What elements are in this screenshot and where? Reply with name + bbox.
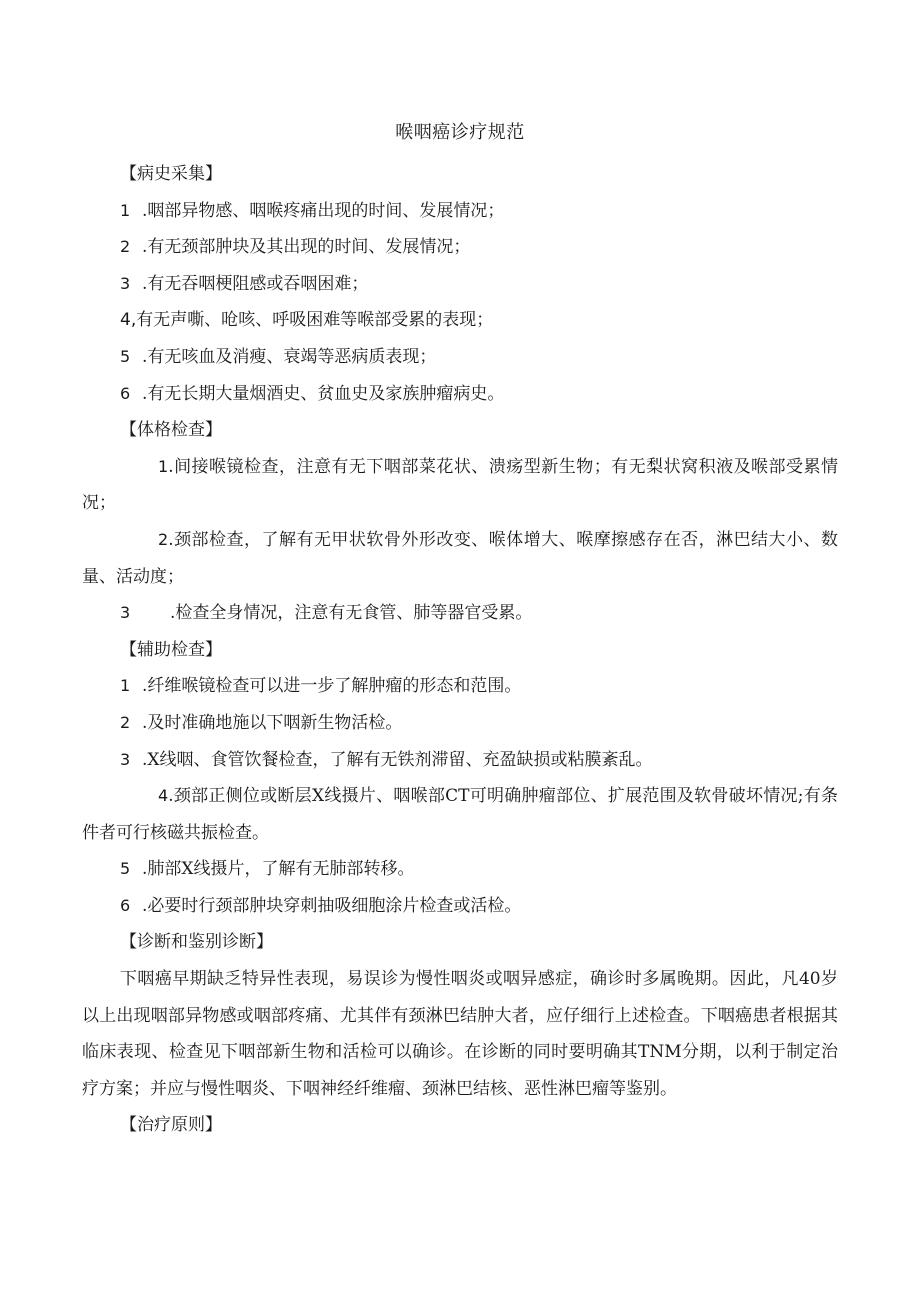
document-title: 喉咽癌诊疗规范 <box>395 122 525 143</box>
auxiliary-item-6: 6 .必要时行颈部肿块穿刺抽吸细胞涂片检查或活检。 <box>120 895 522 916</box>
history-item-5: 5 .有无咳血及消瘦、衰竭等恶病质表现； <box>120 346 437 367</box>
physical-item-2: 2.颈部检查，了解有无甲状软骨外形改变、喉体增大、喉摩擦感存在否，淋巴结大小、数量、活动度； <box>82 529 838 587</box>
auxiliary-item-4: 4.颈部正侧位或断层X线摄片、咽喉部CT可明确肿瘤部位、扩展范围及软骨破坏情况;有条件者可行核磁共振检查。 <box>82 786 838 843</box>
diagnosis-paragraph: 下咽癌早期缺乏特异性表现，易误诊为慢性咽炎或咽异感症，确诊时多属晚期。因此，凡40岁以上出现咽部异物感或咽部疼痛、尤其伴有颈淋巴结肿大者，应仔细行上述检查。下咽癌患者根据其临床表现、检查见下咽部新生物和活检可以确诊。在诊断的同时要明确其TNM分期，以利于制定治疗方案；并应与慢性咽炎、下咽神经纤维瘤、颈淋巴结核、恶性淋巴瘤等鉴别。 <box>82 969 838 1099</box>
section-heading-diagnosis: 【诊断和鉴别诊断】 <box>120 932 273 953</box>
history-item-1: 1 .咽部异物感、咽喉疼痛出现的时间、发展情况； <box>120 200 505 221</box>
auxiliary-item-3: 3 .X线咽、食管饮餐检查，了解有无铁剂滞留、充盈缺损或粘膜紊乱。 <box>120 749 653 770</box>
history-item-4: 4,有无声嘶、呛咳、呼吸困难等喉部受累的表现； <box>120 310 494 331</box>
history-item-3: 3 .有无吞咽梗阻感或吞咽困难； <box>120 273 369 294</box>
physical-item-3: 3 .检查全身情况，注意有无食管、肺等器官受累。 <box>120 603 533 624</box>
auxiliary-item-5: 5 .肺部X线摄片，了解有无肺部转移。 <box>120 859 415 880</box>
section-heading-physical: 【体格检查】 <box>120 420 222 441</box>
section-heading-history: 【病史采集】 <box>120 164 222 184</box>
document-body <box>82 156 838 1144</box>
auxiliary-item-2: 2 .及时准确地施以下咽新生物活检。 <box>120 712 403 733</box>
section-heading-treatment: 【治疗原则】 <box>120 1115 222 1136</box>
section-heading-auxiliary: 【辅助检查】 <box>120 639 222 660</box>
history-item-2: 2 .有无颈部肿块及其出现的时间、发展情况； <box>120 237 471 258</box>
history-item-6: 6 .有无长期大量烟酒史、贫血史及家族肿瘤病史。 <box>120 383 505 404</box>
physical-item-1: 1.间接喉镜检查，注意有无下咽部菜花状、溃疡型新生物；有无梨状窝积液及喉部受累情况； <box>82 456 838 514</box>
auxiliary-item-1: 1 .纤维喉镜检查可以进一步了解肿瘤的形态和范围。 <box>120 676 522 697</box>
